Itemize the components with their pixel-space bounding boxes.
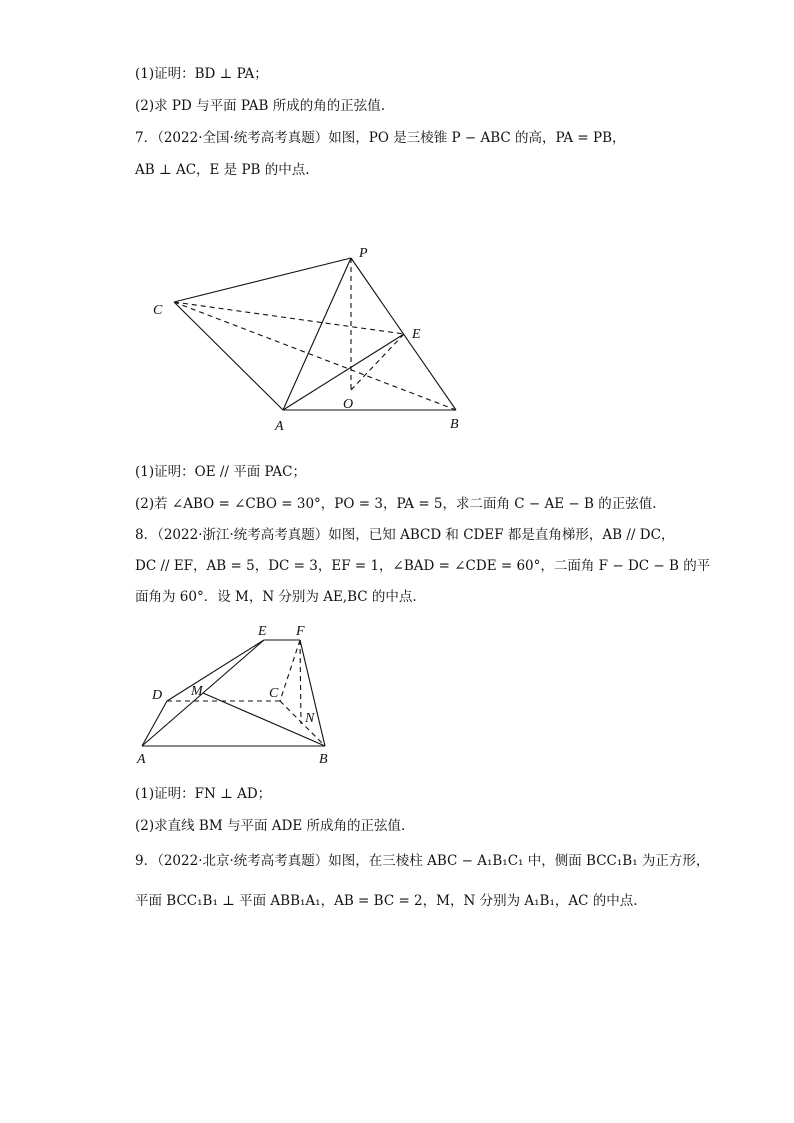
label-D: D [152, 688, 163, 703]
edge-FB [300, 640, 325, 746]
edge-CA [174, 302, 283, 410]
p7-pyramid-figure [140, 240, 480, 440]
p8-stem-line-3: 面角为 60°．设 M，N 分别为 AE,BC 的中点. [135, 589, 417, 605]
label-N: N [305, 711, 315, 726]
label-C: C [153, 303, 163, 318]
edge-AD [142, 701, 167, 746]
dashed-FN [300, 640, 301, 724]
label-A: A [137, 752, 146, 767]
p8-stem-line-1: 8．（2022·浙江·统考高考真题）如图，已知 ABCD 和 CDEF 都是直角梯形，AB // DC， [135, 527, 675, 543]
p8-stem-line-2: DC // EF，AB = 5，DC = 3，EF = 1，∠BAD = ∠CDE = 60°，二面角 F − DC − B 的平 [135, 558, 711, 574]
p7-stem-line-1: 7．（2022·全国·统考高考真题）如图，PO 是三棱锥 P − ABC 的高，PA = PB， [135, 130, 626, 146]
label-O: O [343, 397, 354, 412]
dashed-FC [280, 640, 300, 701]
p8-question-2: (2)求直线 BM 与平面 ADE 所成角的正弦值. [135, 818, 406, 834]
p8-question-1: (1)证明：FN ⊥ AD； [135, 786, 272, 802]
dashed-CE [174, 302, 404, 334]
label-E: E [412, 327, 421, 342]
label-B: B [450, 417, 459, 432]
p8-trapezoid-figure [130, 620, 350, 770]
label-F: F [296, 624, 305, 639]
label-P: P [359, 246, 368, 261]
label-B: B [319, 752, 328, 767]
p7-stem-line-2: AB ⊥ AC，E 是 PB 的中点. [135, 162, 310, 178]
dashed-CB [174, 302, 456, 410]
edge-CP [174, 258, 351, 302]
label-E: E [258, 624, 267, 639]
p6-question-1: (1)证明：BD ⊥ PA； [135, 66, 268, 82]
p9-stem-line-1: 9．（2022·北京·统考高考真题）如图，在三棱柱 ABC − A₁B₁C₁ 中，侧面 BCC₁B₁ 为正方形， [135, 853, 710, 869]
label-M: M [191, 684, 203, 699]
edge-PA [283, 258, 354, 412]
p7-question-2: (2)若 ∠ABO = ∠CBO = 30°，PO = 3，PA = 5，求二面角 C − AE − B 的正弦值. [135, 496, 657, 512]
dashed-CB [280, 701, 325, 746]
p7-question-1: (1)证明：OE // 平面 PAC； [135, 464, 306, 480]
label-C: C [269, 686, 279, 701]
label-A: A [275, 419, 284, 434]
p9-stem-line-2: 平面 BCC₁B₁ ⊥ 平面 ABB₁A₁，AB = BC = 2，M，N 分别为 A₁B₁，AC 的中点. [135, 893, 638, 909]
p6-question-2: (2)求 PD 与平面 PAB 所成的角的正弦值. [135, 98, 386, 114]
edge-DE [167, 640, 264, 701]
